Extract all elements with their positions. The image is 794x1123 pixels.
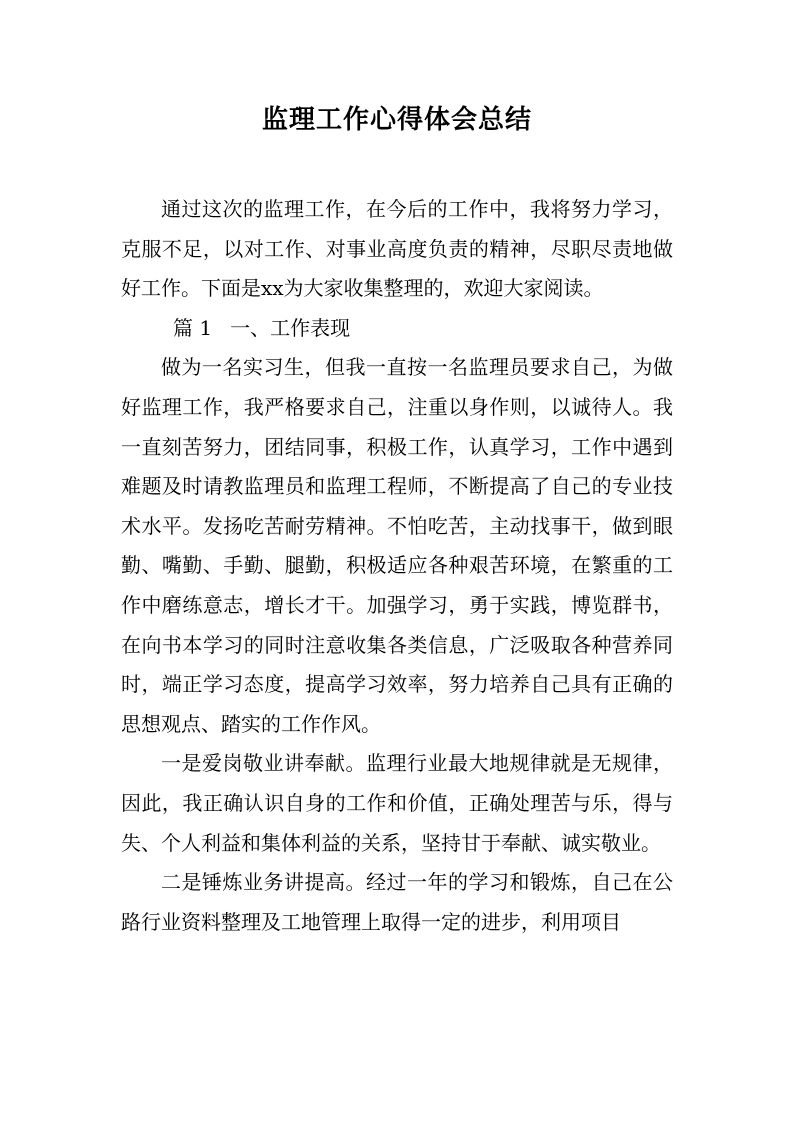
body-paragraph: 二是锤炼业务讲提高。经过一年的学习和锻炼，自己在公路行业资料整理及工地管理上取得一定的进步，利用项目 <box>121 870 673 934</box>
intro-paragraph: 通过这次的监理工作，在今后的工作中，我将努力学习，克服不足，以对工作、对事业高度负责的精神，尽职尽责地做好工作。下面是xx为大家收集整理的，欢迎大家阅读。 <box>121 197 673 301</box>
section-heading: 一、工作表现 <box>230 315 351 340</box>
document-body <box>121 190 673 942</box>
section-heading-line <box>121 309 673 349</box>
body-paragraph: 一是爱岗敬业讲奉献。监理行业最大地规律就是无规律，因此，我正确认识自身的工作和价值，正确处理苦与乐，得与失、个人利益和集体利益的关系，坚持甘于奉献、诚实敬业。 <box>121 751 673 855</box>
section-label: 篇 1 <box>173 315 213 340</box>
page-title: 监理工作心得体会总结 <box>261 105 532 135</box>
body-paragraph: 做为一名实习生，但我一直按一名监理员要求自己，为做好监理工作，我严格要求自己，注重以身作则，以诚待人。我一直刻苦努力，团结同事，积极工作，认真学习，工作中遇到难题及时请教监理员和监理工程师，不断提高了自己的专业技术水平。发扬吃苦耐劳精神。不怕吃苦，主动找事干，做到眼勤、嘴勤、手勤、腿勤，积极适应各种艰苦环境，在繁重的工作中磨练意志，增长才干。加强学习，勇于实践，博览群书，在向书本学习的同时注意收集各类信息，广泛吸取各种营养同时，端正学习态度，提高学习效率，努力培养自己具有正确的思想观点、踏实的工作作风。 <box>121 355 673 736</box>
